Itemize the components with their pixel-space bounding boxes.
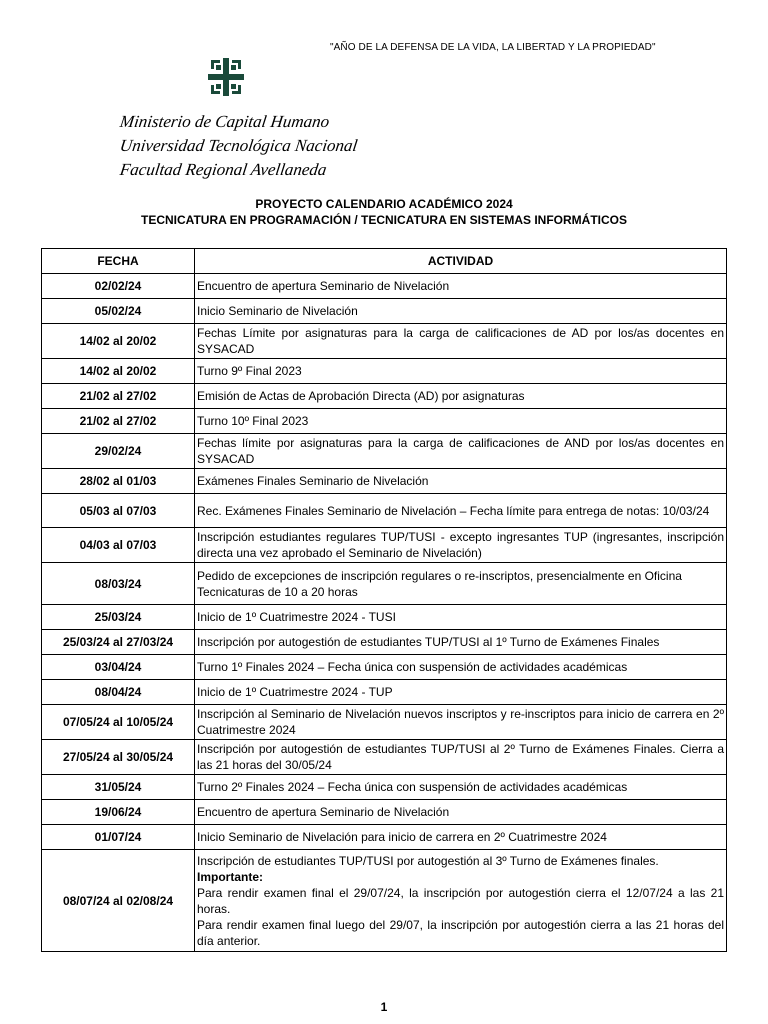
actividad-line: Pedido de excepciones de inscripción regulares o re-inscriptos, presencialmente en Oficina: [197, 568, 682, 583]
motto-header: "AÑO DE LA DEFENSA DE LA VIDA, LA LIBERTAD Y LA PROPIEDAD": [330, 42, 656, 53]
table-row: [42, 563, 727, 605]
fecha-cell: 14/02 al 20/02: [42, 324, 195, 359]
title-line-1: PROYECTO CALENDARIO ACADÉMICO 2024: [255, 197, 513, 211]
actividad-cell: [195, 740, 727, 775]
actividad-line: Turno 2º Finales 2024 – Fecha única con suspensión de actividades académicas: [197, 780, 628, 794]
table-row: [42, 469, 727, 494]
table-row: [42, 434, 727, 469]
actividad-line: Fechas límite por asignaturas para la carga de calificaciones de AND por los/as docentes en SYSACAD: [197, 436, 724, 466]
actividad-line: Turno 1º Finales 2024 – Fecha única con suspensión de actividades académicas: [197, 660, 628, 674]
actividad-cell: [195, 359, 727, 384]
utn-logo-icon: [208, 58, 244, 96]
actividad-line: Emisión de Actas de Aprobación Directa (AD) por asignaturas: [197, 389, 525, 403]
table-row: [42, 825, 727, 850]
actividad-line: Inscripción por autogestión de estudiantes TUP/TUSI al 2º Turno de Exámenes Finales. Cierra a las 21 horas del 30/05/24: [197, 742, 724, 772]
fecha-cell: 21/02 al 27/02: [42, 409, 195, 434]
actividad-line: Inicio de 1º Cuatrimestre 2024 - TUSI: [197, 610, 396, 624]
fecha-cell: 07/05/24 al 10/05/24: [42, 705, 195, 740]
fecha-cell: 25/03/24 al 27/03/24: [42, 630, 195, 655]
fecha-cell: 02/02/24: [42, 274, 195, 299]
actividad-line: Encuentro de apertura Seminario de Nivelación: [197, 279, 450, 293]
actividad-cell: [195, 655, 727, 680]
table-row: [42, 324, 727, 359]
table-row: [42, 494, 727, 528]
table-row: [42, 800, 727, 825]
actividad-cell: [195, 825, 727, 850]
actividad-line: Encuentro de apertura Seminario de Nivelación: [197, 805, 450, 819]
table-row: [42, 775, 727, 800]
actividad-line: Turno 10º Final 2023: [197, 414, 309, 428]
actividad-line: Inscripción por autogestión de estudiantes TUP/TUSI al 1º Turno de Exámenes Finales: [197, 635, 660, 649]
actividad-line: Inicio Seminario de Nivelación para inicio de carrera en 2º Cuatrimestre 2024: [197, 830, 607, 844]
fecha-cell: 08/07/24 al 02/08/24: [42, 850, 195, 952]
actividad-cell: [195, 274, 727, 299]
actividad-line: Para rendir examen final luego del 29/07, la inscripción por autogestión cierra a las 21 horas del día anterior.: [197, 917, 724, 948]
actividad-line: Inscripción estudiantes regulares TUP/TUSI - excepto ingresantes TUP (ingresantes, inscripción directa una vez aprobado el Seminario de Nivelación): [197, 530, 724, 560]
fecha-cell: 19/06/24: [42, 800, 195, 825]
actividad-cell: [195, 630, 727, 655]
actividad-cell: [195, 469, 727, 494]
actividad-line: Inscripción al Seminario de Nivelación nuevos inscriptos y re-inscriptos para inicio de carrera en 2º Cuatrimestre 2024: [197, 707, 724, 737]
actividad-cell: [195, 605, 727, 630]
actividad-cell: [195, 434, 727, 469]
actividad-line: Exámenes Finales Seminario de Nivelación: [197, 474, 429, 488]
title-line-2: TECNICATURA EN PROGRAMACIÓN / TECNICATURA EN SISTEMAS INFORMÁTICOS: [141, 213, 627, 227]
faculty-name: Facultad Regional Avellaneda: [118, 160, 328, 179]
fecha-cell: 14/02 al 20/02: [42, 359, 195, 384]
fecha-cell: 28/02 al 01/03: [42, 469, 195, 494]
table-row: [42, 605, 727, 630]
table-row: [42, 630, 727, 655]
actividad-cell: [195, 409, 727, 434]
fecha-cell: 25/03/24: [42, 605, 195, 630]
fecha-cell: 27/05/24 al 30/05/24: [42, 740, 195, 775]
actividad-cell: [195, 528, 727, 563]
actividad-cell: [195, 563, 727, 605]
actividad-cell: [195, 800, 727, 825]
table-row: [42, 384, 727, 409]
table-row: [42, 359, 727, 384]
column-header-actividad: ACTIVIDAD: [195, 249, 727, 274]
actividad-cell: [195, 775, 727, 800]
institution-block: [120, 110, 357, 182]
actividad-cell: [195, 384, 727, 409]
table-row: [42, 850, 727, 952]
fecha-cell: 05/02/24: [42, 299, 195, 324]
actividad-cell: [195, 324, 727, 359]
fecha-cell: 08/04/24: [42, 680, 195, 705]
actividad-cell: [195, 705, 727, 740]
actividad-line: Fechas Límite por asignaturas para la carga de calificaciones de AD por los/as docentes en SYSACAD: [197, 326, 724, 356]
table-header-row: [42, 249, 727, 274]
column-header-fecha: FECHA: [42, 249, 195, 274]
table-row: [42, 740, 727, 775]
table-row: [42, 274, 727, 299]
actividad-line: Inicio Seminario de Nivelación: [197, 304, 358, 318]
actividad-line: Inicio de 1º Cuatrimestre 2024 - TUP: [197, 685, 393, 699]
fecha-cell: 29/02/24: [42, 434, 195, 469]
ministry-name: Ministerio de Capital Humano: [118, 112, 331, 131]
actividad-cell: [195, 494, 727, 528]
fecha-cell: 21/02 al 27/02: [42, 384, 195, 409]
document-title: [0, 196, 768, 228]
fecha-cell: 08/03/24: [42, 563, 195, 605]
actividad-cell: [195, 680, 727, 705]
actividad-line: Importante:: [197, 869, 263, 884]
fecha-cell: 04/03 al 07/03: [42, 528, 195, 563]
actividad-line: Turno 9º Final 2023: [197, 364, 302, 378]
fecha-cell: 03/04/24: [42, 655, 195, 680]
fecha-cell: 05/03 al 07/03: [42, 494, 195, 528]
fecha-cell: 31/05/24: [42, 775, 195, 800]
calendar-table: [41, 248, 727, 952]
table-row: [42, 528, 727, 563]
page-number: 1: [380, 1000, 388, 1014]
actividad-line: Para rendir examen final el 29/07/24, la inscripción por autogestión cierra el 12/07/24 a las 21 horas.: [197, 885, 724, 916]
table-row: [42, 409, 727, 434]
actividad-line: Rec. Exámenes Finales Seminario de Nivelación – Fecha límite para entrega de notas: 10/03/24: [197, 503, 710, 518]
table-row: [42, 299, 727, 324]
actividad-line: Tecnicaturas de 10 a 20 horas: [197, 584, 358, 599]
fecha-cell: 01/07/24: [42, 825, 195, 850]
actividad-cell: [195, 850, 727, 952]
actividad-line: Inscripción de estudiantes TUP/TUSI por autogestión al 3º Turno de Exámenes finales.: [197, 853, 659, 868]
table-body: [42, 274, 727, 952]
university-name: Universidad Tecnológica Nacional: [118, 136, 359, 155]
actividad-cell: [195, 299, 727, 324]
table-row: [42, 705, 727, 740]
table-row: [42, 680, 727, 705]
table-row: [42, 655, 727, 680]
